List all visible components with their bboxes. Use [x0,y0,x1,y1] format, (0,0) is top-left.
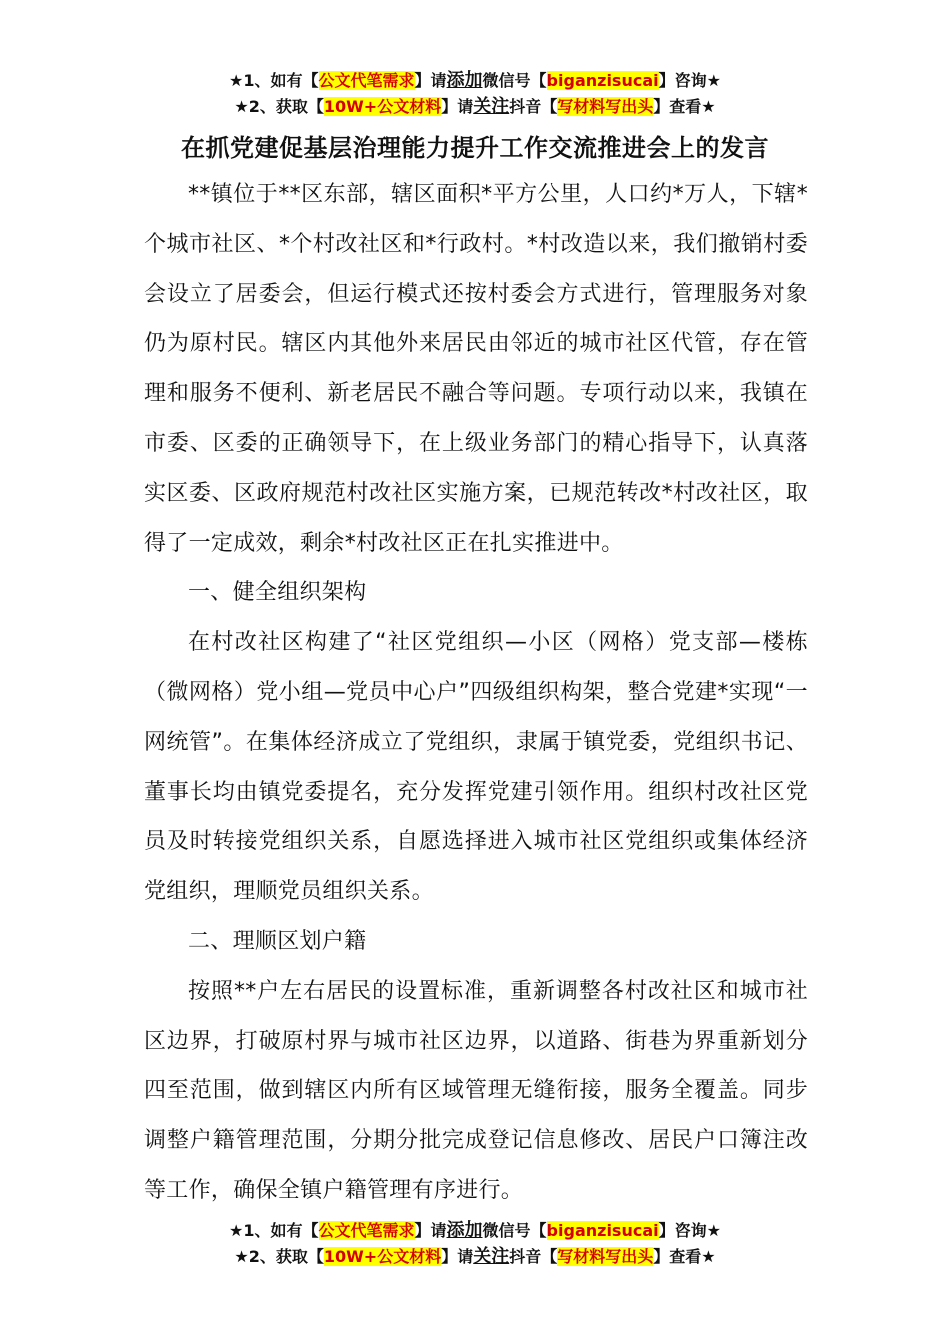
promo-wechat-id: biganzisucai [546,1221,659,1240]
body-paragraph: 按照**户左右居民的设置标准，重新调整各村改社区和城市社区边界，打破原村界与城市社区边界，以道路、街巷为界重新划分四至范围，做到辖区内所有区域管理无缝衔接，服务全覆盖。同步调整户籍管理范围，分期分批完成登记信息修改、居民户口簿注改等工作，确保全镇户籍管理有序进行。 [144,978,808,1203]
section-heading: 二、理顺区划户籍 [188,928,367,954]
promo-highlight: 10W+公文材料 [323,1247,442,1266]
promo-underlined: 关注 [473,96,510,117]
promo-line-2: ★2、获取【10W+公文材料】请关注抖音【写材料写出头】查看★ [234,96,716,117]
promo-highlight: 公文代笔需求 [318,71,415,90]
promo-douyin-account: 写材料写出头 [557,97,654,116]
promo-header [0,68,950,120]
promo-footer [0,1218,950,1270]
promo-wechat-id: biganzisucai [546,71,659,90]
promo-underlined: 添加 [446,70,483,91]
promo-line-1: ★1、如有【公文代笔需求】请添加微信号【biganzisucai】咨询★ [229,1220,721,1241]
promo-highlight: 10W+公文材料 [323,97,442,116]
promo-underlined: 添加 [446,1220,483,1241]
promo-underlined: 关注 [473,1246,510,1267]
promo-douyin-account: 写材料写出头 [557,1247,654,1266]
body-paragraph: 在村改社区构建了“社区党组织—小区（网格）党支部—楼栋（微网格）党小组—党员中心户”四级组织构架，整合党建*实现“一网统管”。在集体经济成立了党组织，隶属于镇党委，党组织书记、董事长均由镇党委提名，充分发挥党建引领作用。组织村改社区党员及时转接党组织关系，自愿选择进入城市社区党组织或集体经济党组织，理顺党员组织关系。 [144,630,808,905]
promo-line-2: ★2、获取【10W+公文材料】请关注抖音【写材料写出头】查看★ [234,1246,716,1267]
document-body [144,170,808,1216]
promo-line-1: ★1、如有【公文代笔需求】请添加微信号【biganzisucai】咨询★ [229,70,721,91]
body-paragraph: **镇位于**区东部，辖区面积*平方公里，人口约*万人，下辖*个城市社区、*个村改社区和*行政村。*村改造以来，我们撤销村委会设立了居委会，但运行模式还按村委会方式进行，管理服务对象仍为原村民。辖区内其他外来居民由邻近的城市社区代管，存在管理和服务不便利、新老居民不融合等问题。专项行动以来，我镇在市委、区委的正确领导下，在上级业务部门的精心指导下，认真落实区委、区政府规范村改社区实施方案，已规范转改*村改社区，取得了一定成效，剩余*村改社区正在扎实推进中。 [144,182,808,556]
document-title: 在抓党建促基层治理能力提升工作交流推进会上的发言 [181,134,769,162]
promo-highlight: 公文代笔需求 [318,1221,415,1240]
section-heading: 一、健全组织架构 [188,580,367,606]
